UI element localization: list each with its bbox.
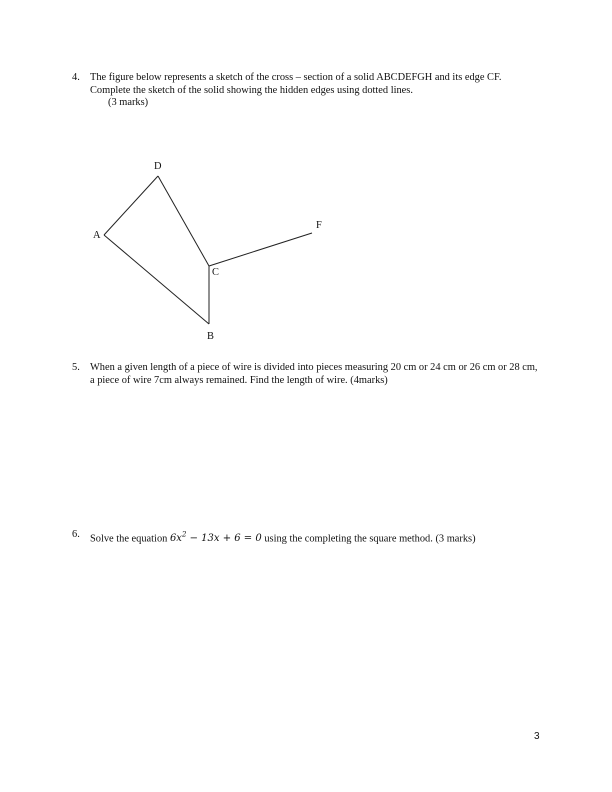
vertex-label-A: A [93,230,101,241]
vertex-label-B: B [207,331,214,342]
eq-exponent: 2 [181,531,187,539]
vertex-label-D: D [154,161,162,172]
page-number: 3 [534,731,540,742]
edge-DC [158,176,209,266]
text-before: Solve the equation [90,533,170,545]
eq-term: 6x [169,533,182,545]
question-text: The figure below represents a sketch of the cross – section of a solid ABCDEFGH and its edge CF. Complete the sketch of the solid showing the hidden edges using dotted lines. [90,72,502,96]
question-text [90,529,542,546]
vertex-label-C: C [212,267,219,278]
edge-AB [104,235,209,324]
question-number: 5. [72,362,80,373]
question-number: 4. [72,72,80,83]
eq-rest: − 13x + 6 = 0 [186,533,262,545]
text-after: using the completing the square method. (3 marks) [261,533,476,545]
question-number: 6. [72,529,80,540]
question-text: When a given length of a piece of wire is divided into pieces measuring 20 cm or 24 cm or 26 cm or 28 cm, a piece of wire 7cm always remained. Find the length of wire. (4marks) [90,362,538,386]
question-6 [72,529,542,546]
equation [170,533,262,544]
edge-AD [104,176,158,235]
vertex-label-F: F [316,220,322,231]
question-marks: (3 marks) [108,97,149,109]
question-5 [72,362,542,387]
edge-CF [209,233,312,266]
